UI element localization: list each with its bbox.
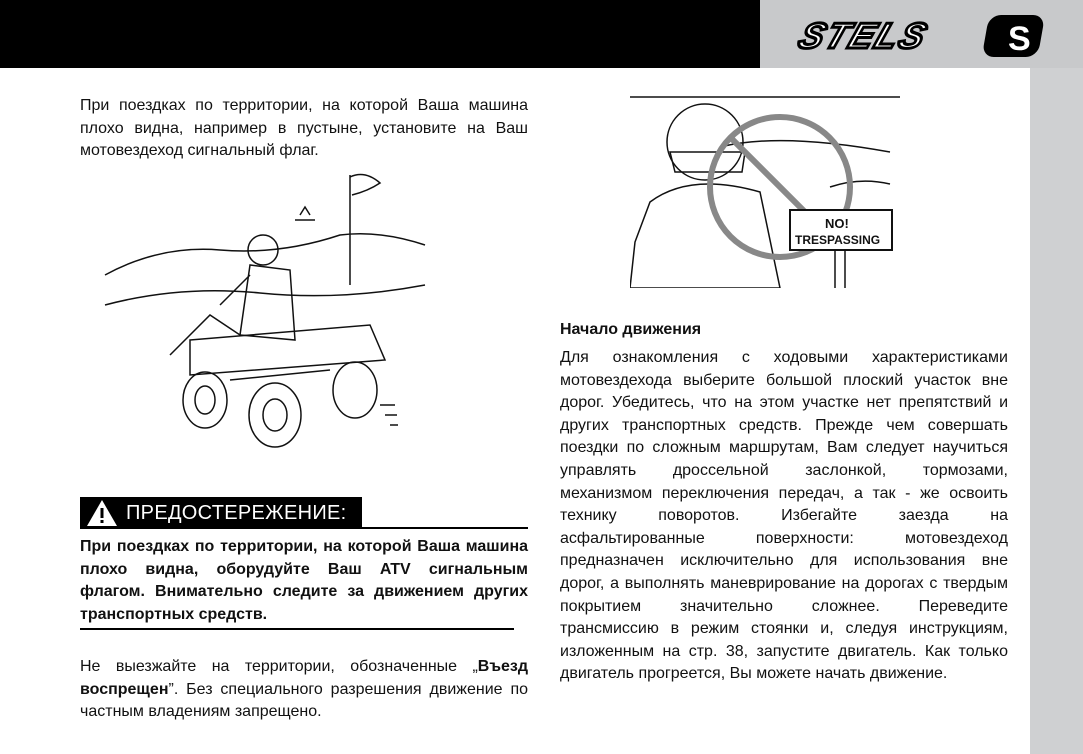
warning-bottom-rule <box>80 628 514 630</box>
flag-paragraph: При поездках по территории, на которой Ваша машина плохо видна, например в пустыне, установите на Ваш мотовездеход сигнальный флаг. <box>80 97 528 160</box>
warning-text-a: При поездках по территории, на которой Ваша машина плохо видна, оборудуйте Ваш ATV сигнальным флагом. Внимательно следите за <box>80 538 528 601</box>
trespass-bold: Въезд воспрещен <box>80 658 528 698</box>
stels-logo-text: STELS <box>793 15 935 56</box>
warning-triangle-icon <box>86 499 118 527</box>
atv-flag-illustration <box>100 165 430 475</box>
side-strip <box>1030 68 1083 754</box>
warning-banner <box>80 497 362 529</box>
trespass-text-a: Не выезжайте на территории, обозначенные „ <box>80 658 478 675</box>
warning-rule <box>362 527 528 529</box>
start-paragraph: Для ознакомления с ходовыми характеристиками мотовездехода выберите большой плоский участок вне дорог. Убедитесь, что на этом участке нет препятствий и других транспортных средств. Прежде чем совершать поездки по сложным маршрутам, Вам следует научиться управлять дроссельной заслонкой, тормозами, механизмом переключения передач, а так - же освоить технику поворотов. Избегайте заезда на асфальтированные поверхности: мотовездеход предназначен исключительно для использования вне дорог, а выполнять маневрирование на дорогах с твердым покрытием значительно сложнее. Переведите трансмиссию в режим стоянки и, следуя инструкциям, изложенным на стр. 38, запустите двигатель. Как только двигатель прогреется, Вы можете начать движение. <box>560 349 1008 683</box>
section-heading: Начало движения <box>560 321 702 338</box>
no-trespassing-illustration <box>630 92 900 288</box>
trespass-paragraph <box>80 656 528 724</box>
sign-text-2: TRESPASSING <box>795 233 881 247</box>
header-black-bar <box>0 0 760 68</box>
trespass-text-b: ”. Без специального разрешения движение по частным владениям запрещено. <box>80 680 528 721</box>
warning-text <box>80 536 528 626</box>
sign-text-1: NO! <box>825 216 849 231</box>
stels-logo <box>780 10 1060 60</box>
warning-text-b: движением других транспортных средств. <box>80 583 528 623</box>
warning-label: ПРЕДОСТЕРЕЖЕНИЕ: <box>126 501 347 524</box>
stels-logo-s: S <box>1008 20 1031 58</box>
